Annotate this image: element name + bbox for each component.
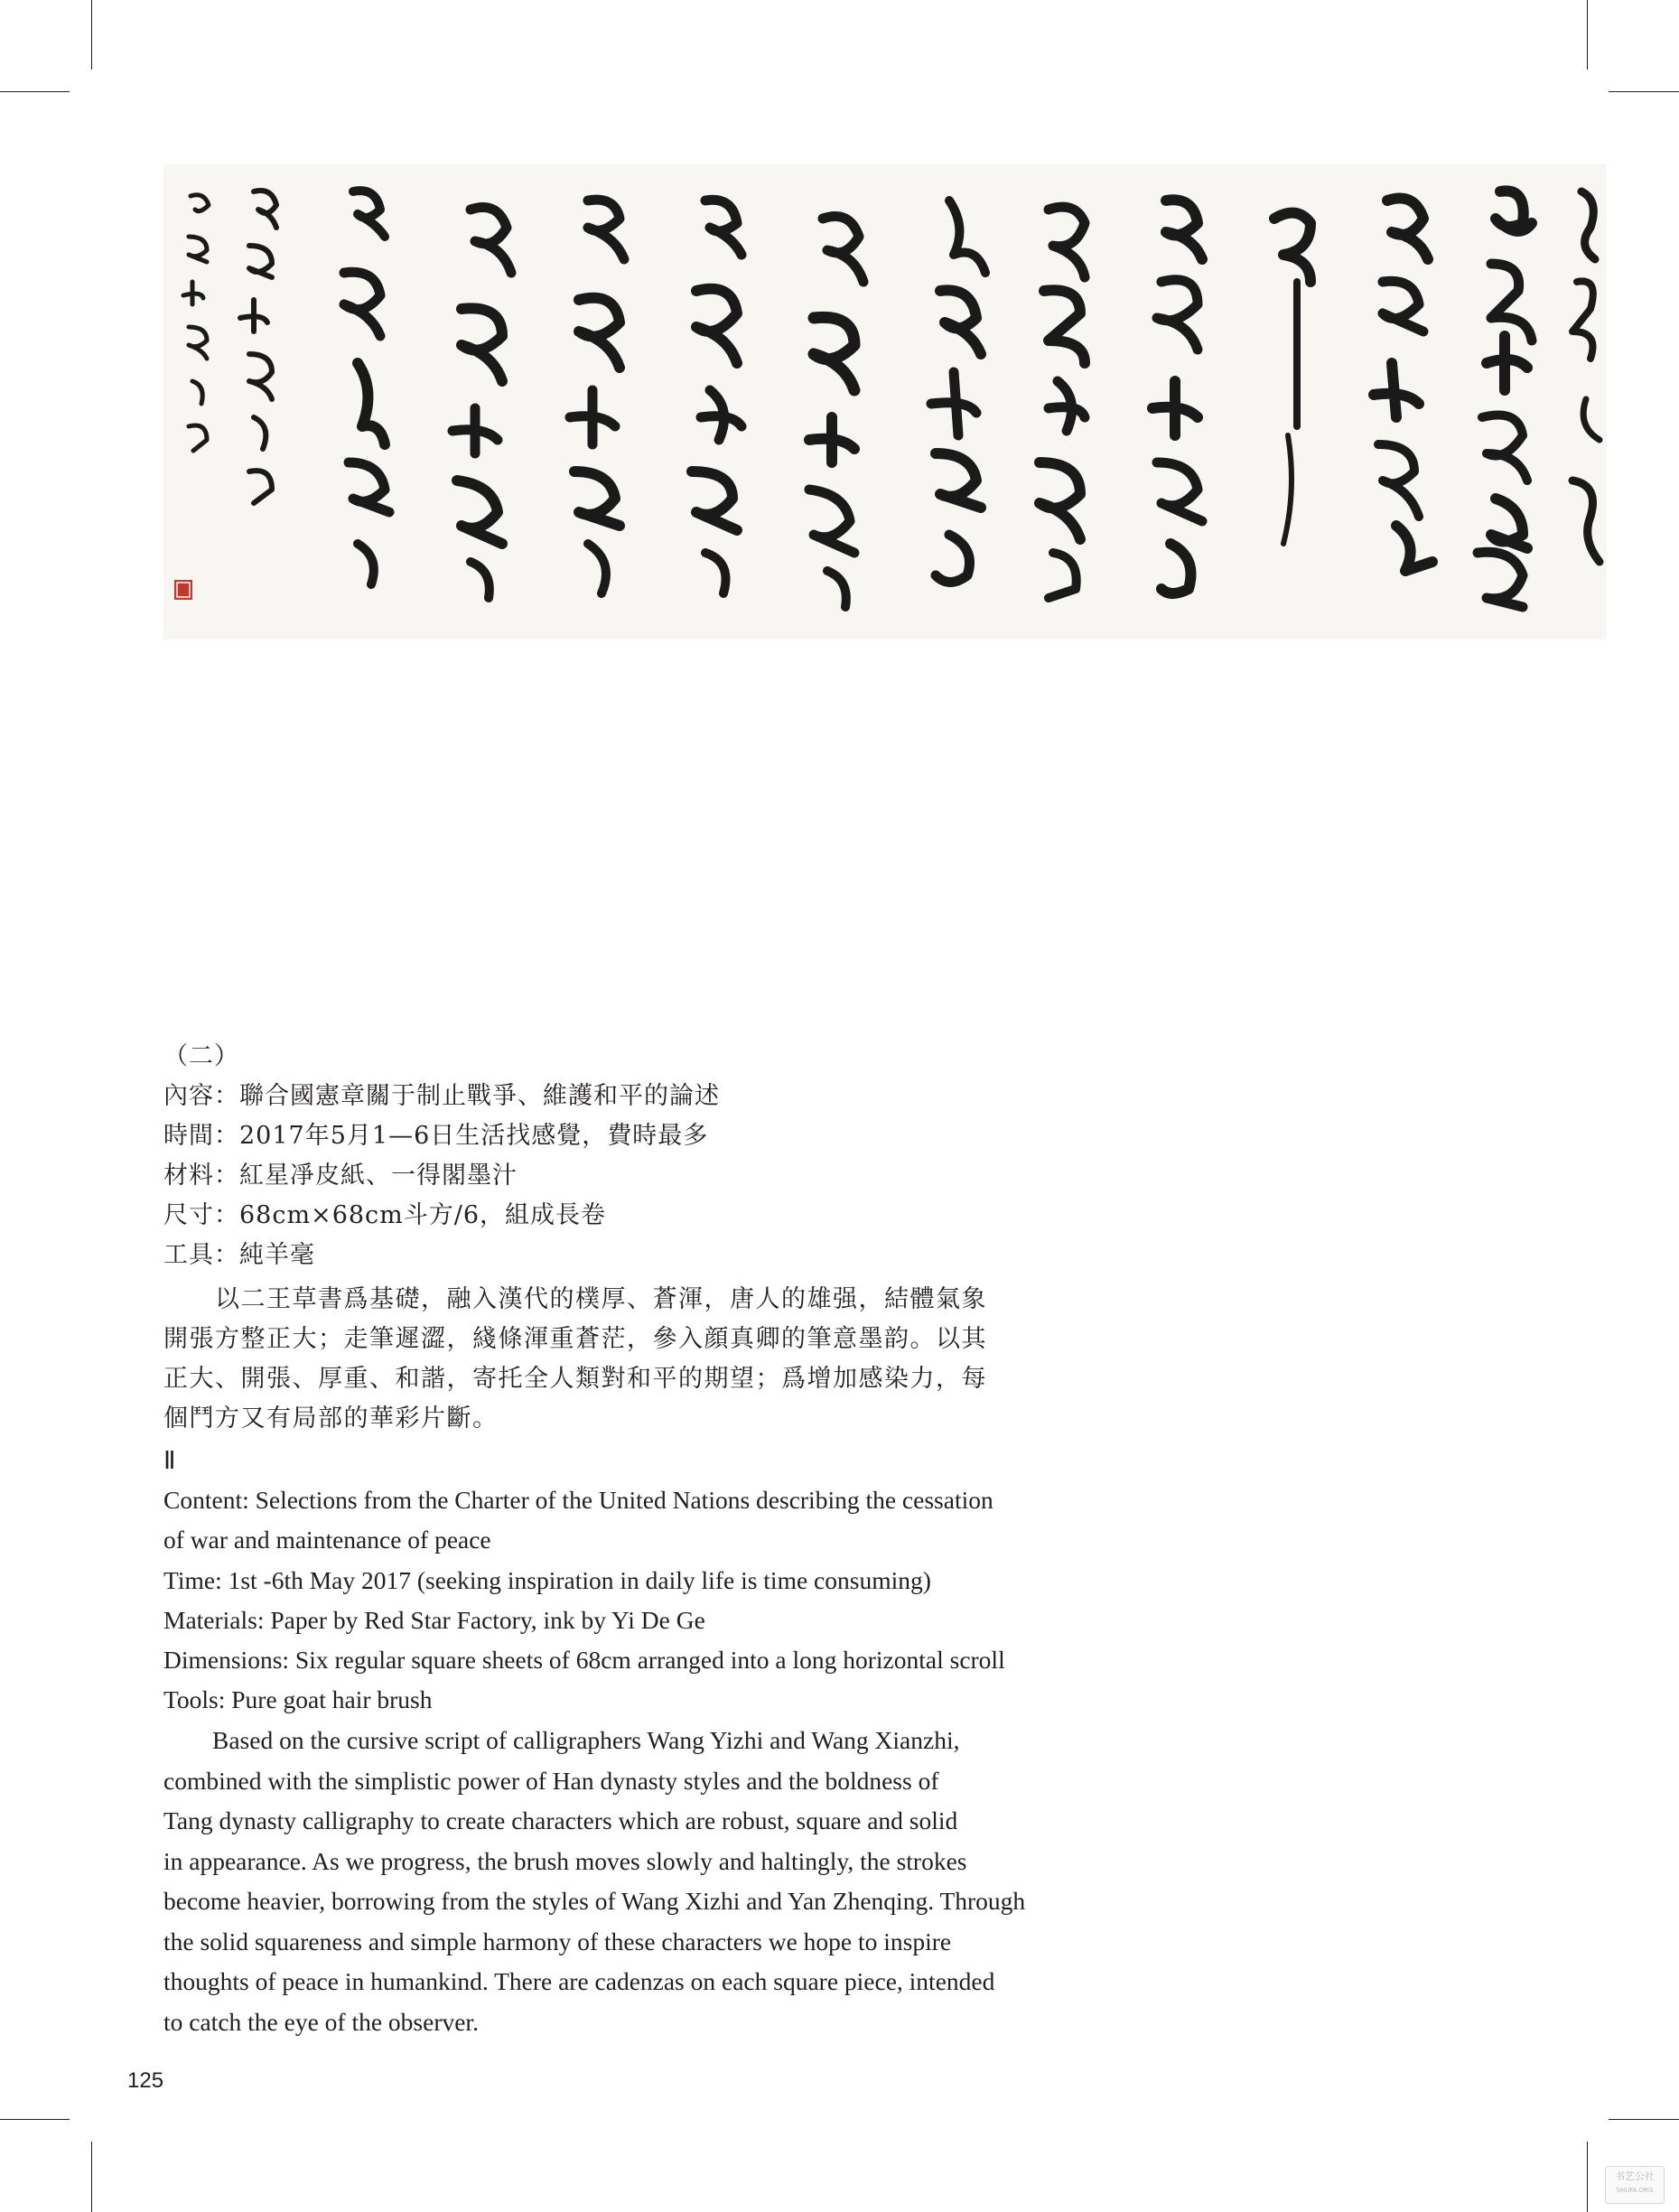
- en-paragraph-line: the solid squareness and simple harmony of these characters we hope to inspire: [163, 1927, 952, 1955]
- en-materials: Materials: Paper by Red Star Factory, ink by Yi De Ge: [163, 1606, 705, 1634]
- zh-paragraph-line: 開張方整正大；走筆遲澀，綫條渾重蒼茫，參入顔真卿的筆意墨韵。以其: [163, 1325, 987, 1353]
- en-paragraph-line: thoughts of peace in humankind. There are cadenzas on each square piece, intended: [163, 1967, 995, 1995]
- en-paragraph-line: become heavier, borrowing from the styles of Wang Xizhi and Yan Zhenqing. Through: [163, 1887, 1026, 1915]
- calligraphy-artwork: [163, 164, 1607, 639]
- en-paragraph-line: Based on the cursive script of calligraphers Wang Yizhi and Wang Xianzhi,: [212, 1726, 960, 1754]
- zh-paragraph-line: 以二王草書爲基礎，融入漢代的樸厚、蒼渾，唐人的雄强，結體氣象: [163, 1285, 987, 1313]
- en-paragraph-line: in appearance. As we progress, the brush moves slowly and haltingly, the strokes: [163, 1846, 967, 1875]
- zh-tools: 工具：純羊毫: [163, 1241, 315, 1269]
- crop-mark: [0, 2119, 70, 2120]
- crop-mark: [91, 0, 92, 70]
- zh-content: 內容：聯合國憲章關于制止戰爭、維護和平的論述: [163, 1082, 720, 1110]
- crop-mark: [1587, 2142, 1588, 2212]
- watermark-bottom: SHUFA.ORG: [1616, 2187, 1654, 2194]
- watermark-logo: [1605, 2166, 1665, 2204]
- crop-mark: [1609, 91, 1679, 92]
- zh-paragraph-line: 個鬥方又有局部的華彩片斷。: [163, 1405, 499, 1433]
- zh-paragraph-line: 正大、開張、厚重、和諧，寄托全人類對和平的期望；爲增加感染力，每: [163, 1365, 987, 1393]
- page-number: 125: [127, 2068, 164, 2093]
- zh-materials: 材料：紅星凈皮紙、一得閣墨汁: [163, 1162, 518, 1190]
- calligraphy-image: [163, 164, 1607, 639]
- zh-section-number: （二）: [163, 1042, 239, 1070]
- en-section-number: Ⅱ: [163, 1446, 176, 1474]
- en-paragraph: [163, 1721, 1067, 2042]
- en-paragraph-line: Tang dynasty calligraphy to create characters which are robust, square and solid: [163, 1806, 958, 1834]
- crop-mark: [91, 2142, 92, 2212]
- watermark-top: 书艺公社: [1615, 2170, 1655, 2182]
- en-paragraph-line: to catch the eye of the observer.: [163, 2007, 479, 2036]
- en-paragraph-line: combined with the simplistic power of Han dynasty styles and the boldness of: [163, 1766, 939, 1795]
- zh-time: 時間：2017年5月1—6日生活找感覺，費時最多: [163, 1122, 709, 1150]
- en-tools: Tools: Pure goat hair brush: [163, 1685, 433, 1713]
- en-dimensions: Dimensions: Six regular square sheets of 68cm arranged into a long horizontal scroll: [163, 1646, 1005, 1674]
- en-content-line2: of war and maintenance of peace: [163, 1526, 491, 1554]
- en-time: Time: 1st -6th May 2017 (seeking inspiration in daily life is time consuming): [163, 1566, 931, 1594]
- crop-mark: [0, 91, 70, 92]
- en-content-line1: Content: Selections from the Charter of the United Nations describing the cessation: [163, 1486, 993, 1514]
- zh-paragraph: [163, 1280, 1067, 1439]
- crop-mark: [1587, 0, 1588, 70]
- crop-mark: [1609, 2119, 1679, 2120]
- zh-dimensions: 尺寸：68cm×68cm斗方/6，組成長卷: [163, 1201, 607, 1229]
